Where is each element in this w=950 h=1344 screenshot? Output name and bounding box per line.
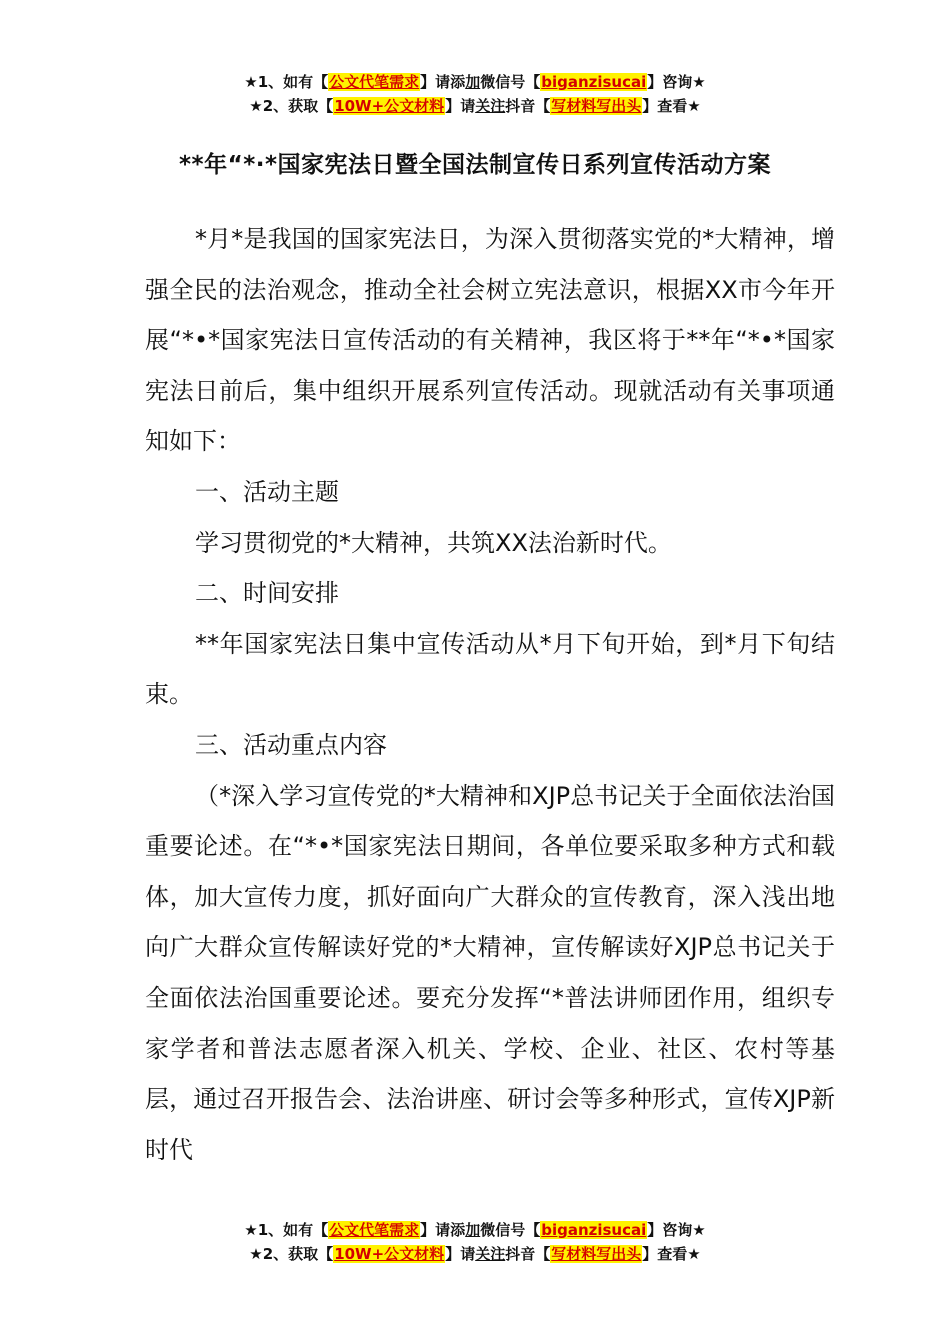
document-title: **年“*·*国家宪法日暨全国法制宣传日系列宣传活动方案	[179, 152, 771, 178]
body-paragraph: （*深入学习宣传党的*大精神和XJP总书记关于全面依法治国重要论述。在“*•*国家宪法日期间，各单位要采取多种方式和载体，加大宣传力度，抓好面向广大群众的宣传教育，深入浅出地向广大群众宣传解读好党的*大精神，宣传解读好XJP总书记关于全面依法治国重要论述。要充分发挥“*普法讲师团作用，组织专家学者和普法志愿者深入机关、学校、企业、社区、农村等基层，通过召开报告会、法治讲座、研讨会等多种形式，宣传XJP新时代	[145, 781, 835, 1164]
promo-douyin-id: 写材料写出头	[551, 1245, 642, 1263]
body-paragraph: **年国家宪法日集中宣传活动从*月下旬开始，到*月下旬结束。	[145, 629, 835, 709]
promo-wechat-id: biganzisucai	[541, 1221, 647, 1239]
promo-highlight: 公文代笔需求	[329, 1221, 420, 1239]
promo-highlight: 10W+公文材料	[334, 1245, 445, 1263]
promo-line-2: ★2、获取【10W+公文材料】请关注抖音【写材料写出头】查看★	[249, 1245, 701, 1263]
footer-promo-banner	[0, 1218, 950, 1266]
header-promo-banner	[0, 70, 950, 118]
section-heading: 一、活动主题	[195, 477, 339, 506]
promo-highlight: 10W+公文材料	[334, 97, 445, 115]
promo-line-1: ★1、如有【公文代笔需求】请添加微信号【biganzisucai】咨询★	[244, 1221, 706, 1239]
promo-wechat-id: biganzisucai	[541, 73, 647, 91]
section-heading: 三、活动重点内容	[195, 730, 387, 759]
section-heading: 二、时间安排	[195, 579, 339, 608]
promo-douyin-id: 写材料写出头	[551, 97, 642, 115]
promo-highlight: 公文代笔需求	[329, 73, 420, 91]
promo-line-2: ★2、获取【10W+公文材料】请关注抖音【写材料写出头】查看★	[249, 97, 701, 115]
intro-paragraph: *月*是我国的国家宪法日，为深入贯彻落实党的*大精神，增强全民的法治观念，推动全社会树立宪法意识，根据XX市今年开展“*•*国家宪法日宣传活动的有关精神，我区将于**年“*•*国家宪法日前后，集中组织开展系列宣传活动。现就活动有关事项通知如下：	[145, 225, 835, 456]
body-paragraph: 学习贯彻党的*大精神，共筑XX法治新时代。	[195, 528, 672, 557]
promo-line-1: ★1、如有【公文代笔需求】请添加微信号【biganzisucai】咨询★	[244, 73, 706, 91]
document-body	[145, 214, 835, 1175]
